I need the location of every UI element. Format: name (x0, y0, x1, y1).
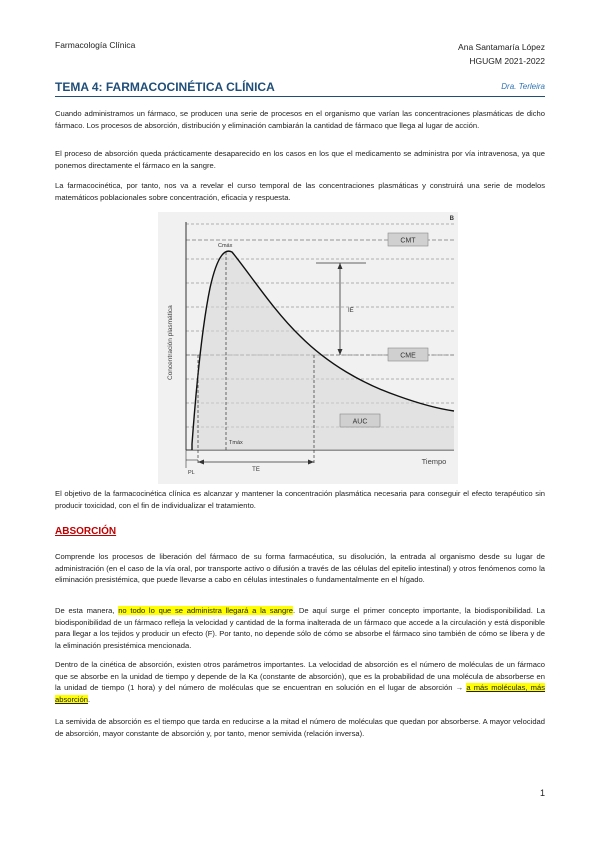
y-axis-title: Concentración plasmática (167, 305, 174, 380)
ie-label: IE (348, 308, 354, 314)
cme-label: CME (400, 352, 416, 360)
absorption-p3-start: Dentro de la cinética de absorción, existen otros parámetros importantes. La velocidad de absorción es el número de moléculas de un fármaco que se absorbe en la unidad de tiempo y depende de la Ka (constante de absorción), que es la probabilidad de una molécula de absorberse en la unidad de tiempo (1 hora) y del número de moléculas que se encuentran en solución en el lugar de absorción → (55, 660, 545, 693)
figure-corner-label: B (449, 216, 454, 222)
pk-curve-figure (158, 212, 458, 484)
section-heading-absorcion: ABSORCIÓN (55, 526, 117, 537)
absorption-p2-rest: . De aquí surge el primer concepto importante, la biodisponibilidad. La biodisponibilidad de un fármaco refleja la velocidad y cantidad de la forma inalterada de un fármaco que accede a la circulación y está disponible para llegar a los tejidos y producir un efecto (F). Por tanto, no depende sólo de cómo se absorbe el fármaco sino también de cómo se libera y de la eliminación presistémica mencionada. (55, 606, 545, 650)
header-course: Farmacología Clínica (55, 40, 136, 50)
page-number: 1 (539, 788, 545, 798)
absorption-paragraph-2 (55, 605, 545, 651)
absorption-paragraph-4: La semivida de absorción es el tiempo que tarda en reducirse a la mitad el número de moléculas que quedan por absorberse. A mayor velocidad de absorción, mayor constante de absorción y, por tanto, menor semivida (relación inversa). (55, 717, 545, 738)
cmax-label: Cmáx (218, 243, 233, 249)
te-label: TE (252, 467, 260, 473)
highlight-more-molecules: a más moléculas, más absorción (55, 683, 545, 704)
header-student-name: Ana Santamaría López (458, 42, 545, 52)
lecturer-name: Dra. Terleira (501, 82, 545, 91)
x-axis-title: Tiempo (421, 457, 447, 466)
pl-label: PL (188, 470, 195, 476)
title-row (55, 80, 545, 97)
objective-paragraph: El objetivo de la farmacocinética clínica es alcanzar y mantener la concentración plasmática necesaria para conseguir el efecto terapéutico sin producir toxicidad, con el fin de individualizar el tratamiento. (55, 489, 545, 510)
highlight-not-all-reaches-blood: no todo lo que se administra llegará a la sangre (118, 606, 293, 615)
intro-paragraph-3: La farmacocinética, por tanto, nos va a revelar el curso temporal de las concentraciones plasmáticas y construirá una serie de modelos matemáticos poblacionales sobre concentración, eficacia y respuesta. (55, 181, 545, 202)
absorption-paragraph-3 (55, 659, 545, 705)
absorption-paragraph-1: Comprende los procesos de liberación del fármaco de su forma farmacéutica, su disolución, la entrada al organismo desde su lugar de administración (en el caso de la vía oral, por transporte activo o difusión a través de las células del epitelio intestinal) y otros fenómenos como la eliminación presistémica, que puede llevarse a cabo en células intestinales o fundamentalmente en el hígado. (55, 552, 545, 585)
absorption-p3-end: . (87, 694, 91, 704)
header-author-block (458, 40, 545, 68)
intro-paragraph-2: El proceso de absorción queda prácticamente desaparecido en los casos en los que el medicamento se administra por vía intravenosa, ya que ponemos directamente el fármaco en la sangre. (55, 149, 545, 170)
absorption-p2-start: De esta manera, (55, 606, 119, 615)
cmt-label: CMT (400, 237, 416, 245)
tmax-label: Tmáx (229, 440, 243, 446)
intro-paragraph-1: Cuando administramos un fármaco, se producen una serie de procesos en el organismo que varían las concentraciones plasmáticas de dicho fármaco. Los procesos de absorción, distribución y eliminación cambiarán la cantidad de fármaco que llega al lugar de acción. (55, 109, 545, 130)
header-institution-year: HGUGM 2021-2022 (469, 56, 545, 66)
page-title: TEMA 4: FARMACOCINÉTICA CLÍNICA (55, 80, 275, 94)
auc-label: AUC (352, 418, 368, 426)
